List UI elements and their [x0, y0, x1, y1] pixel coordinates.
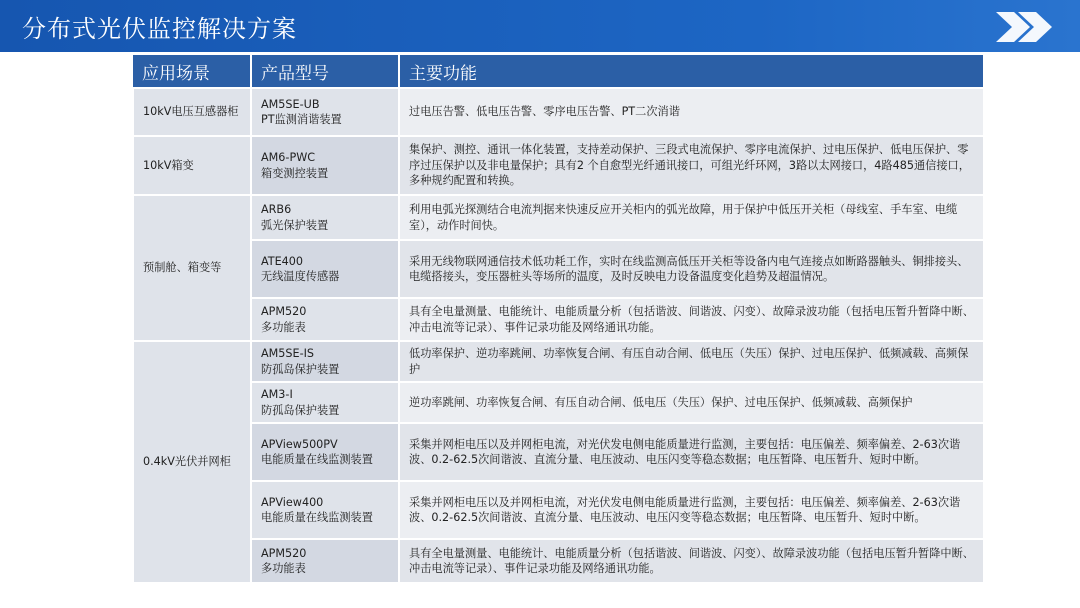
model-description: 多功能表 [261, 562, 306, 575]
table-row [133, 341, 984, 382]
product-table [132, 55, 985, 584]
table-row [133, 88, 984, 136]
model-cell [251, 341, 399, 382]
header-model: 产品型号 [251, 55, 399, 88]
table-row [133, 423, 984, 481]
model-description: 电能质量在线监测装置 [261, 453, 373, 466]
model-number: APView400 [261, 495, 324, 509]
table-header-row [133, 55, 984, 88]
model-description: 防孤岛保护装置 [261, 362, 340, 376]
header-scene: 应用场景 [133, 55, 251, 88]
function-cell: 低功率保护、逆功率跳闸、功率恢复合闸、有压自动合闸、低电压（失压）保护、过电压保护、低频减载、高频保护 [399, 341, 984, 382]
scene-cell: 10kV箱变 [133, 136, 251, 195]
model-number: ATE400 [261, 254, 304, 268]
table-row [133, 136, 984, 195]
function-cell: 逆功率跳闸、功率恢复合闸、有压自动合闸、低电压（失压）保护、过电压保护、低频减载、高频保护 [399, 382, 984, 423]
model-number: APM520 [261, 305, 307, 318]
model-cell [251, 539, 399, 583]
header-function: 主要功能 [399, 55, 984, 88]
model-description: 弧光保护装置 [261, 218, 329, 232]
model-number: AM6-PWC [261, 151, 316, 164]
table-row [133, 539, 984, 583]
function-cell: 利用电弧光探测结合电流判据来快速反应开关柜内的弧光故障，用于保护中低压开关柜（母线室、手车室、电缆室），动作时间快。 [399, 195, 984, 240]
model-cell [251, 481, 399, 539]
model-number: APView500PV [261, 437, 338, 451]
function-cell: 过电压告警、低电压告警、零序电压告警、PT二次消谐 [399, 88, 984, 136]
title-bar [0, 0, 1080, 52]
page-title: 分布式光伏监控解决方案 [22, 15, 297, 43]
model-description: 箱变测控装置 [261, 166, 329, 180]
table-row [133, 481, 984, 539]
table-row [133, 195, 984, 240]
function-cell: 采集并网柜电压以及并网柜电流，对光伏发电侧电能质量进行监测，主要包括：电压偏差、频率偏差、2-63次谐波、0.2-62.5次间谐波、直流分量、电压波动、电压闪变等稳态数据；电压暂降、电压暂升、短时中断。 [399, 423, 984, 481]
model-description: 电能质量在线监测装置 [261, 511, 373, 524]
model-number: APM520 [261, 546, 307, 560]
scene-cell: 预制舱、箱变等 [133, 195, 251, 341]
model-cell [251, 382, 399, 423]
model-description: PT监测消谐装置 [261, 113, 342, 126]
model-cell [251, 240, 399, 298]
model-number: ARB6 [261, 203, 292, 216]
model-description: 防孤岛保护装置 [261, 403, 340, 417]
scene-cell: 10kV电压互感器柜 [133, 88, 251, 136]
scene-cell: 0.4kV光伏并网柜 [133, 341, 251, 583]
function-cell: 采用无线物联网通信技术低功耗工作，实时在线监测高低压开关柜等设备内电气连接点如断路器触头、铜排接头、电缆搭接头，变压器桩头等场所的温度，及时反映电力设备温度变化趋势及超温情况。 [399, 240, 984, 298]
table-row [133, 240, 984, 298]
model-number: AM5SE-UB [261, 97, 320, 111]
model-cell [251, 195, 399, 240]
table-row [133, 382, 984, 423]
model-cell [251, 88, 399, 136]
model-number: AM3-I [261, 388, 293, 401]
model-number: AM5SE-IS [261, 347, 315, 360]
model-description: 无线温度传感器 [261, 270, 340, 283]
function-cell: 具有全电量测量、电能统计、电能质量分析（包括谐波、间谐波、闪变）、故障录波功能（包括电压暂升暂降中断、冲击电流等记录）、事件记录功能及网络通讯功能。 [399, 298, 984, 341]
model-cell [251, 136, 399, 195]
model-description: 多功能表 [261, 320, 306, 334]
double-chevron-right-icon [990, 10, 1060, 44]
model-cell [251, 423, 399, 481]
table-row [133, 298, 984, 341]
function-cell: 采集并网柜电压以及并网柜电流，对光伏发电侧电能质量进行监测，主要包括：电压偏差、频率偏差、2-63次谐波、0.2-62.5次间谐波、直流分量、电压波动、电压闪变等稳态数据；电压暂降、电压暂升、短时中断。 [399, 481, 984, 539]
function-cell: 具有全电量测量、电能统计、电能质量分析（包括谐波、间谐波、闪变）、故障录波功能（包括电压暂升暂降中断、冲击电流等记录）、事件记录功能及网络通讯功能。 [399, 539, 984, 583]
model-cell [251, 298, 399, 341]
function-cell: 集保护、测控、通讯一体化装置，支持差动保护、三段式电流保护、零序电流保护、过电压保护、低电压保护、零序过压保护以及非电量保护；具有2 个自愈型光纤通讯接口，可组光纤环网，3路以太网接口，4路485通信接口，多种规约配置和转换。 [399, 136, 984, 195]
